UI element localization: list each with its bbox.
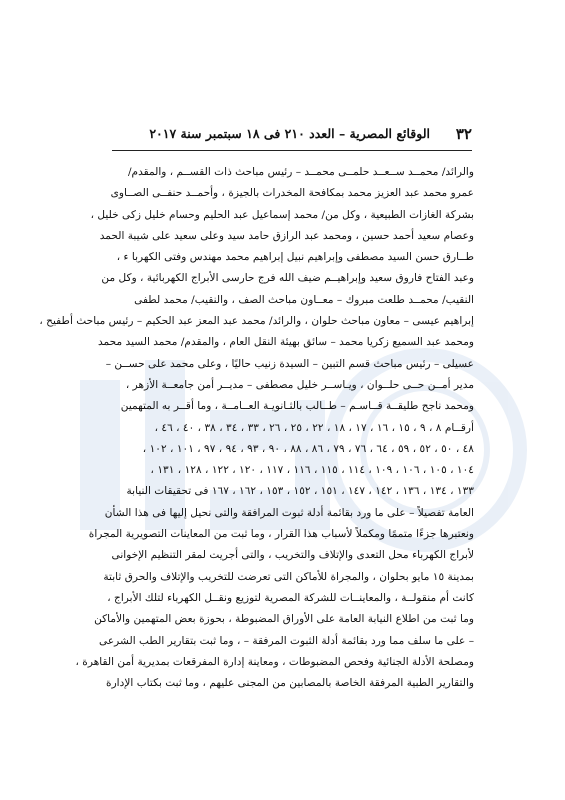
text-line: عسيلى – رئيس مباحث قسم التبين – السيدة زنيب حاليًا ، وعلى محمد على حســن –	[105, 357, 474, 370]
text-line: لأبراج الكهرباء محل التعدى والإتلاف والتخريب ، والتى أجريت لمقر التنظيم الإخوانى	[111, 549, 474, 562]
text-line: ومحمد ناجح طليقــة قــاسـم – طــالب بالثـانويـة العــامــة ، وما أقــر به المتهمين	[120, 400, 474, 413]
text-line: ونعتبرها جزءًا متممًا ومكملاً لأسباب هذا القرار ، وما ثبت من المعاينات التصويرية المجراة	[88, 528, 474, 541]
text-line: طــارق حسن السيد مصطفى وإبراهيم نبيل إبراهيم محمد مهندس وفتى الكهربا ء ،	[116, 251, 474, 264]
header-divider	[112, 150, 472, 151]
text-line: عمرو محمد عبد العزيز محمد بمكافحة المخدرات بالجيزة ، وأحمــد حنفــى الصــاوى	[110, 187, 474, 200]
text-line: أرقــام ٨ ، ٩ ، ١٥ ، ١٦ ، ١٧ ، ١٨ ، ٢٢ ، ٢٥ ، ٢٦ ، ٣٣ ، ٣٤ ، ٣٨ ، ٤٠ ، ٤٦ ،	[154, 421, 474, 434]
text-line: العامة تفصيلاً – على ما ورد بقائمة أدلة ثبوت المرافقة والتى نحيل إليها فى هذا الشأن	[104, 506, 474, 519]
text-line: بمدينة ١٥ مايو بحلوان ، والمجراة للأماكن التى تعرضت للتخريب والإتلاف والحرق ثابتة	[103, 570, 474, 583]
text-line: ومحمد عبد السميع زكريا محمد – سائق بهيئة النقل العام ، والمقدم/ محمد السيد محمد	[97, 336, 474, 349]
text-line: ١٠٤ ، ١٠٥ ، ١٠٦ ، ١٠٩ ، ١١٤ ، ١١٥ ، ١١٦ ، ١١٧ ، ١٢٠ ، ١٢٢ ، ١٢٨ ، ١٣١ ،	[150, 464, 474, 477]
text-line: وعصام سعيد أحمد حسين ، ومحمد عبد الرازق حامد سيد وعلى سعيد على شيبة الحمد	[99, 229, 474, 242]
text-line: ٤٨ ، ٥٠ ، ٥٢ ، ٥٩ ، ٦٤ ، ٧٦ ، ٧٩ ، ٨٦ ، ٨٨ ، ٩٠ ، ٩٣ ، ٩٤ ، ٩٧ ، ١٠١ ، ١٠٢ ،	[142, 442, 474, 455]
document-body	[39, 162, 474, 694]
text-line: بشركة الغازات الطبيعية ، وكل من/ محمد إسماعيل عبد الحليم وحسام خليل زكى خليل ،	[90, 208, 474, 221]
text-line: والرائد/ محمــد ســعــد حلمــى محمــد – رئيس مباحث ذات القســم ، والمقدم/	[127, 166, 474, 178]
page-number: ٣٢	[455, 125, 472, 143]
page-header	[112, 125, 472, 151]
text-line: والتقارير الطبية المرفقة الخاصة بالمصابين من المجنى عليهم ، وما ثبت بكتاب الإدارة	[106, 677, 474, 690]
text-line: النقيب/ محمــد طلعت مبروك – معــاون مباحث الصف ، والنقيب/ محمد لطفى	[134, 293, 474, 306]
text-line: إبراهيم عيسى – معاون مباحث حلوان ، والرائد/ محمد عبد المعز عبد الحكيم – رئيس مباحث أطفيح ،	[39, 315, 474, 328]
text-line: كانت أم منقولــة ، والمعاينــات للشركة المصرية لتوزيع ونقــل الكهرباء لتلك الأبراج ،	[107, 591, 474, 604]
gazette-title: الوقائع المصرية – العدد ٢١٠ فى ١٨ سبتمبر سنة ٢٠١٧	[149, 126, 430, 141]
text-line: ومصلحة الأدلة الجنائية وفحص المضبوطات ، ومعاينة إدارة المفرقعات بمديرية أمن القاهرة ،	[75, 655, 474, 668]
text-line: وما ثبت من اطلاع النيابة العامة على الأوراق المضبوطة ، بحوزة بعض المتهمين والأماكن	[94, 613, 474, 626]
text-line: ١٣٣ ، ١٣٤ ، ١٣٦ ، ١٤٢ ، ١٤٧ ، ١٥١ ، ١٥٢ ، ١٥٣ ، ١٦٢ ، ١٦٧ فى تحقيقات النيابة	[126, 485, 474, 498]
text-line: وعبد الفتاح فاروق سعيد وإبراهيــم ضيف الله فرج حارسى الأبراج الكهربائية ، وكل من	[101, 272, 474, 285]
text-line: مدير أمــن حــى حلــوان ، ويـاســر خليل مصطفى – مديــر أمن جامعــة الأزهر ،	[125, 378, 474, 391]
text-line: – على ما سلف مما ورد بقائمة أدلة الثبوت المرفقة – ، وما ثبت بتقارير الطب الشرعى	[99, 634, 474, 647]
